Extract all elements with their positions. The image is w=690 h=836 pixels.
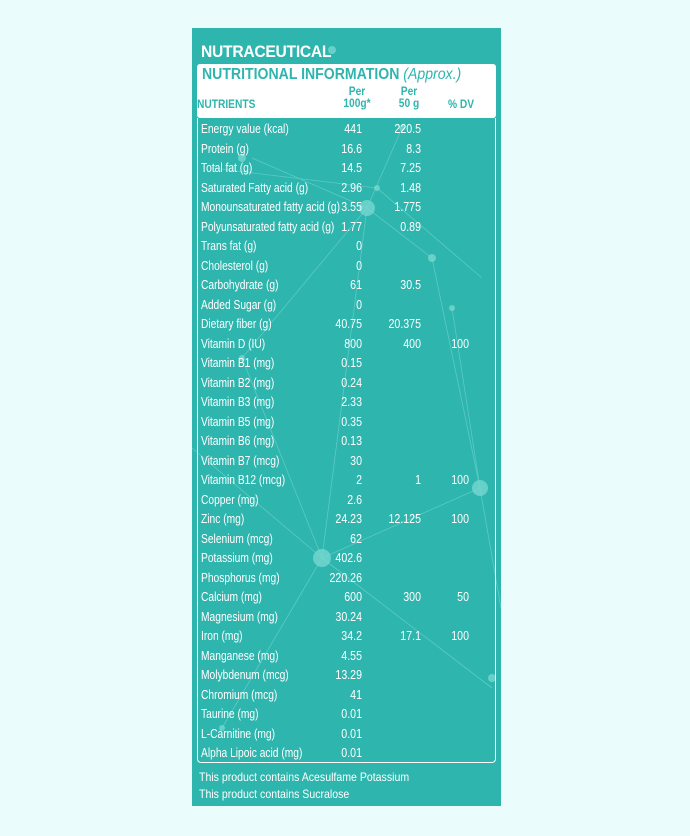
nutrient-name: Selenium (mcg) bbox=[201, 531, 273, 546]
column-header-dv: % DV bbox=[447, 97, 475, 111]
table-row bbox=[198, 744, 495, 764]
nutrient-name: Vitamin B12 (mcg) bbox=[201, 473, 286, 487]
nutrient-name: Chromium (mcg) bbox=[201, 687, 278, 702]
nutrient-name: Phosphorus (mg) bbox=[201, 570, 280, 585]
table-row bbox=[198, 627, 495, 647]
value-per-100g: 0 bbox=[356, 297, 362, 312]
nutrition-label-panel bbox=[192, 28, 501, 806]
value-percent-dv: 50 bbox=[457, 590, 469, 604]
footer-note-acesulfame: This product contains Acesulfame Potassium bbox=[199, 770, 410, 784]
table-row bbox=[198, 432, 495, 452]
value-per-100g: 0.35 bbox=[341, 414, 362, 429]
nutrient-name: Copper (mg) bbox=[201, 492, 259, 507]
value-per-100g: 402.6 bbox=[335, 551, 362, 565]
footer-note-sucralose: This product contains Sucralose bbox=[199, 787, 350, 801]
column-header-nutrients: NUTRIENTS bbox=[197, 97, 256, 111]
value-per-100g: 34.2 bbox=[341, 629, 362, 643]
value-per-50g: 220.5 bbox=[394, 122, 421, 136]
table-row bbox=[198, 276, 495, 296]
per-50g-line2: 50 g bbox=[398, 96, 420, 110]
value-per-50g: 300 bbox=[403, 590, 421, 604]
column-header-per-50g bbox=[392, 85, 426, 109]
nutrient-name: Cholesterol (g) bbox=[201, 258, 269, 273]
nutrient-name: Trans fat (g) bbox=[201, 239, 257, 253]
value-per-100g: 13.29 bbox=[335, 668, 362, 682]
nutrient-name: Polyunsaturated fatty acid (g) bbox=[201, 219, 335, 234]
nutrient-name: Vitamin B7 (mcg) bbox=[201, 453, 280, 468]
table-row bbox=[198, 159, 495, 179]
value-per-50g: 17.1 bbox=[400, 629, 421, 643]
nutrient-name: Vitamin B2 (mg) bbox=[201, 375, 275, 390]
nutrient-name: L-Carnitine (mg) bbox=[201, 726, 276, 741]
value-per-100g: 4.55 bbox=[341, 648, 362, 663]
value-per-100g: 0.15 bbox=[341, 356, 362, 370]
table-row bbox=[198, 549, 495, 569]
table-row bbox=[198, 296, 495, 316]
nutrient-name: Iron (mg) bbox=[201, 629, 243, 643]
value-per-100g: 0 bbox=[356, 258, 362, 273]
value-per-100g: 0.01 bbox=[341, 707, 362, 721]
value-per-100g: 40.75 bbox=[335, 317, 362, 331]
value-percent-dv: 100 bbox=[451, 629, 469, 643]
nutrient-name: Vitamin D (IU) bbox=[201, 336, 266, 351]
table-row bbox=[198, 647, 495, 667]
table-row bbox=[198, 530, 495, 550]
table-row bbox=[198, 198, 495, 218]
nutrient-name: Magnesium (mg) bbox=[201, 609, 278, 624]
value-per-100g: 61 bbox=[350, 278, 362, 292]
table-row bbox=[198, 569, 495, 589]
value-per-100g: 30 bbox=[350, 453, 362, 468]
table-row bbox=[198, 725, 495, 745]
nutrient-name: Vitamin B3 (mg) bbox=[201, 395, 275, 409]
value-per-50g: 0.89 bbox=[400, 219, 421, 234]
table-row bbox=[198, 218, 495, 238]
table-row bbox=[198, 354, 495, 374]
value-per-100g: 14.5 bbox=[341, 161, 362, 175]
value-percent-dv: 100 bbox=[451, 473, 469, 487]
value-per-100g: 441 bbox=[344, 122, 362, 136]
nutrient-name: Carbohydrate (g) bbox=[201, 278, 279, 292]
nutrient-name: Added Sugar (g) bbox=[201, 297, 277, 312]
value-per-100g: 0.01 bbox=[341, 726, 362, 741]
nutrient-table-body bbox=[197, 118, 496, 763]
value-per-50g: 1.48 bbox=[400, 180, 421, 195]
table-row bbox=[198, 179, 495, 199]
table-row bbox=[198, 705, 495, 725]
value-per-100g: 2.33 bbox=[341, 395, 362, 409]
value-per-50g: 8.3 bbox=[406, 141, 421, 156]
nutrient-name: Potassium (mg) bbox=[201, 551, 273, 565]
nutrient-name: Vitamin B1 (mg) bbox=[201, 356, 275, 370]
value-per-100g: 16.6 bbox=[341, 141, 362, 156]
table-row bbox=[198, 374, 495, 394]
nutrient-name: Molybdenum (mcg) bbox=[201, 668, 289, 682]
table-row bbox=[198, 335, 495, 355]
value-per-100g: 3.55 bbox=[341, 200, 362, 214]
value-per-50g: 20.375 bbox=[388, 317, 421, 331]
nutrient-name: Alpha Lipoic acid (mg) bbox=[201, 746, 303, 760]
nutrient-name: Vitamin B5 (mg) bbox=[201, 414, 275, 429]
table-header bbox=[197, 64, 496, 118]
value-per-100g: 2 bbox=[356, 473, 362, 487]
per-100g-line2: 100g* bbox=[343, 96, 371, 110]
table-row bbox=[198, 413, 495, 433]
title-text: NUTRITIONAL INFORMATION bbox=[202, 66, 400, 83]
nutrient-name: Vitamin B6 (mg) bbox=[201, 434, 275, 448]
table-row bbox=[198, 608, 495, 628]
table-row bbox=[198, 315, 495, 335]
value-per-50g: 1 bbox=[415, 473, 421, 487]
value-per-100g: 30.24 bbox=[335, 609, 362, 624]
value-per-100g: 0.01 bbox=[341, 746, 362, 760]
table-row bbox=[198, 491, 495, 511]
value-per-100g: 2.96 bbox=[341, 180, 362, 195]
value-per-100g: 600 bbox=[344, 590, 362, 604]
value-per-50g: 7.25 bbox=[400, 161, 421, 175]
nutrient-name: Saturated Fatty acid (g) bbox=[201, 180, 309, 195]
nutrient-name: Calcium (mg) bbox=[201, 590, 262, 604]
nutrient-name: Protein (g) bbox=[201, 141, 249, 156]
value-per-100g: 0.24 bbox=[341, 375, 362, 390]
brand-title: NUTRACEUTICAL bbox=[201, 42, 332, 61]
table-row bbox=[198, 588, 495, 608]
value-per-100g: 2.6 bbox=[347, 492, 362, 507]
table-row bbox=[198, 471, 495, 491]
value-per-100g: 0 bbox=[356, 239, 362, 253]
value-per-50g: 30.5 bbox=[400, 278, 421, 292]
table-row bbox=[198, 140, 495, 160]
value-per-100g: 24.23 bbox=[335, 512, 362, 526]
table-row bbox=[198, 452, 495, 472]
value-per-100g: 220.26 bbox=[329, 570, 362, 585]
per-100g-line1: Per bbox=[348, 84, 366, 98]
nutrient-name: Total fat (g) bbox=[201, 161, 253, 175]
table-row bbox=[198, 686, 495, 706]
value-per-50g: 12.125 bbox=[388, 512, 421, 526]
approx-note: (Approx.) bbox=[403, 66, 462, 83]
per-50g-line1: Per bbox=[400, 84, 418, 98]
value-per-50g: 1.775 bbox=[394, 200, 421, 214]
table-row bbox=[198, 237, 495, 257]
nutrient-name: Taurine (mg) bbox=[201, 707, 259, 721]
nutrient-name: Dietary fiber (g) bbox=[201, 317, 272, 331]
column-header-per-100g bbox=[340, 85, 374, 109]
table-row bbox=[198, 510, 495, 530]
value-percent-dv: 100 bbox=[451, 512, 469, 526]
nutrient-name: Manganese (mg) bbox=[201, 648, 279, 663]
value-per-100g: 0.13 bbox=[341, 434, 362, 448]
value-per-100g: 62 bbox=[350, 531, 362, 546]
value-per-100g: 800 bbox=[344, 336, 362, 351]
value-per-50g: 400 bbox=[403, 336, 421, 351]
value-percent-dv: 100 bbox=[451, 336, 469, 351]
table-row bbox=[198, 120, 495, 140]
value-per-100g: 41 bbox=[350, 687, 362, 702]
nutrient-name: Energy value (kcal) bbox=[201, 122, 289, 136]
nutrient-name: Monounsaturated fatty acid (g) bbox=[201, 200, 341, 214]
nutrient-name: Zinc (mg) bbox=[201, 512, 245, 526]
nutrition-info-title bbox=[202, 66, 461, 84]
table-row bbox=[198, 257, 495, 277]
value-per-100g: 1.77 bbox=[341, 219, 362, 234]
table-row bbox=[198, 393, 495, 413]
table-row bbox=[198, 666, 495, 686]
